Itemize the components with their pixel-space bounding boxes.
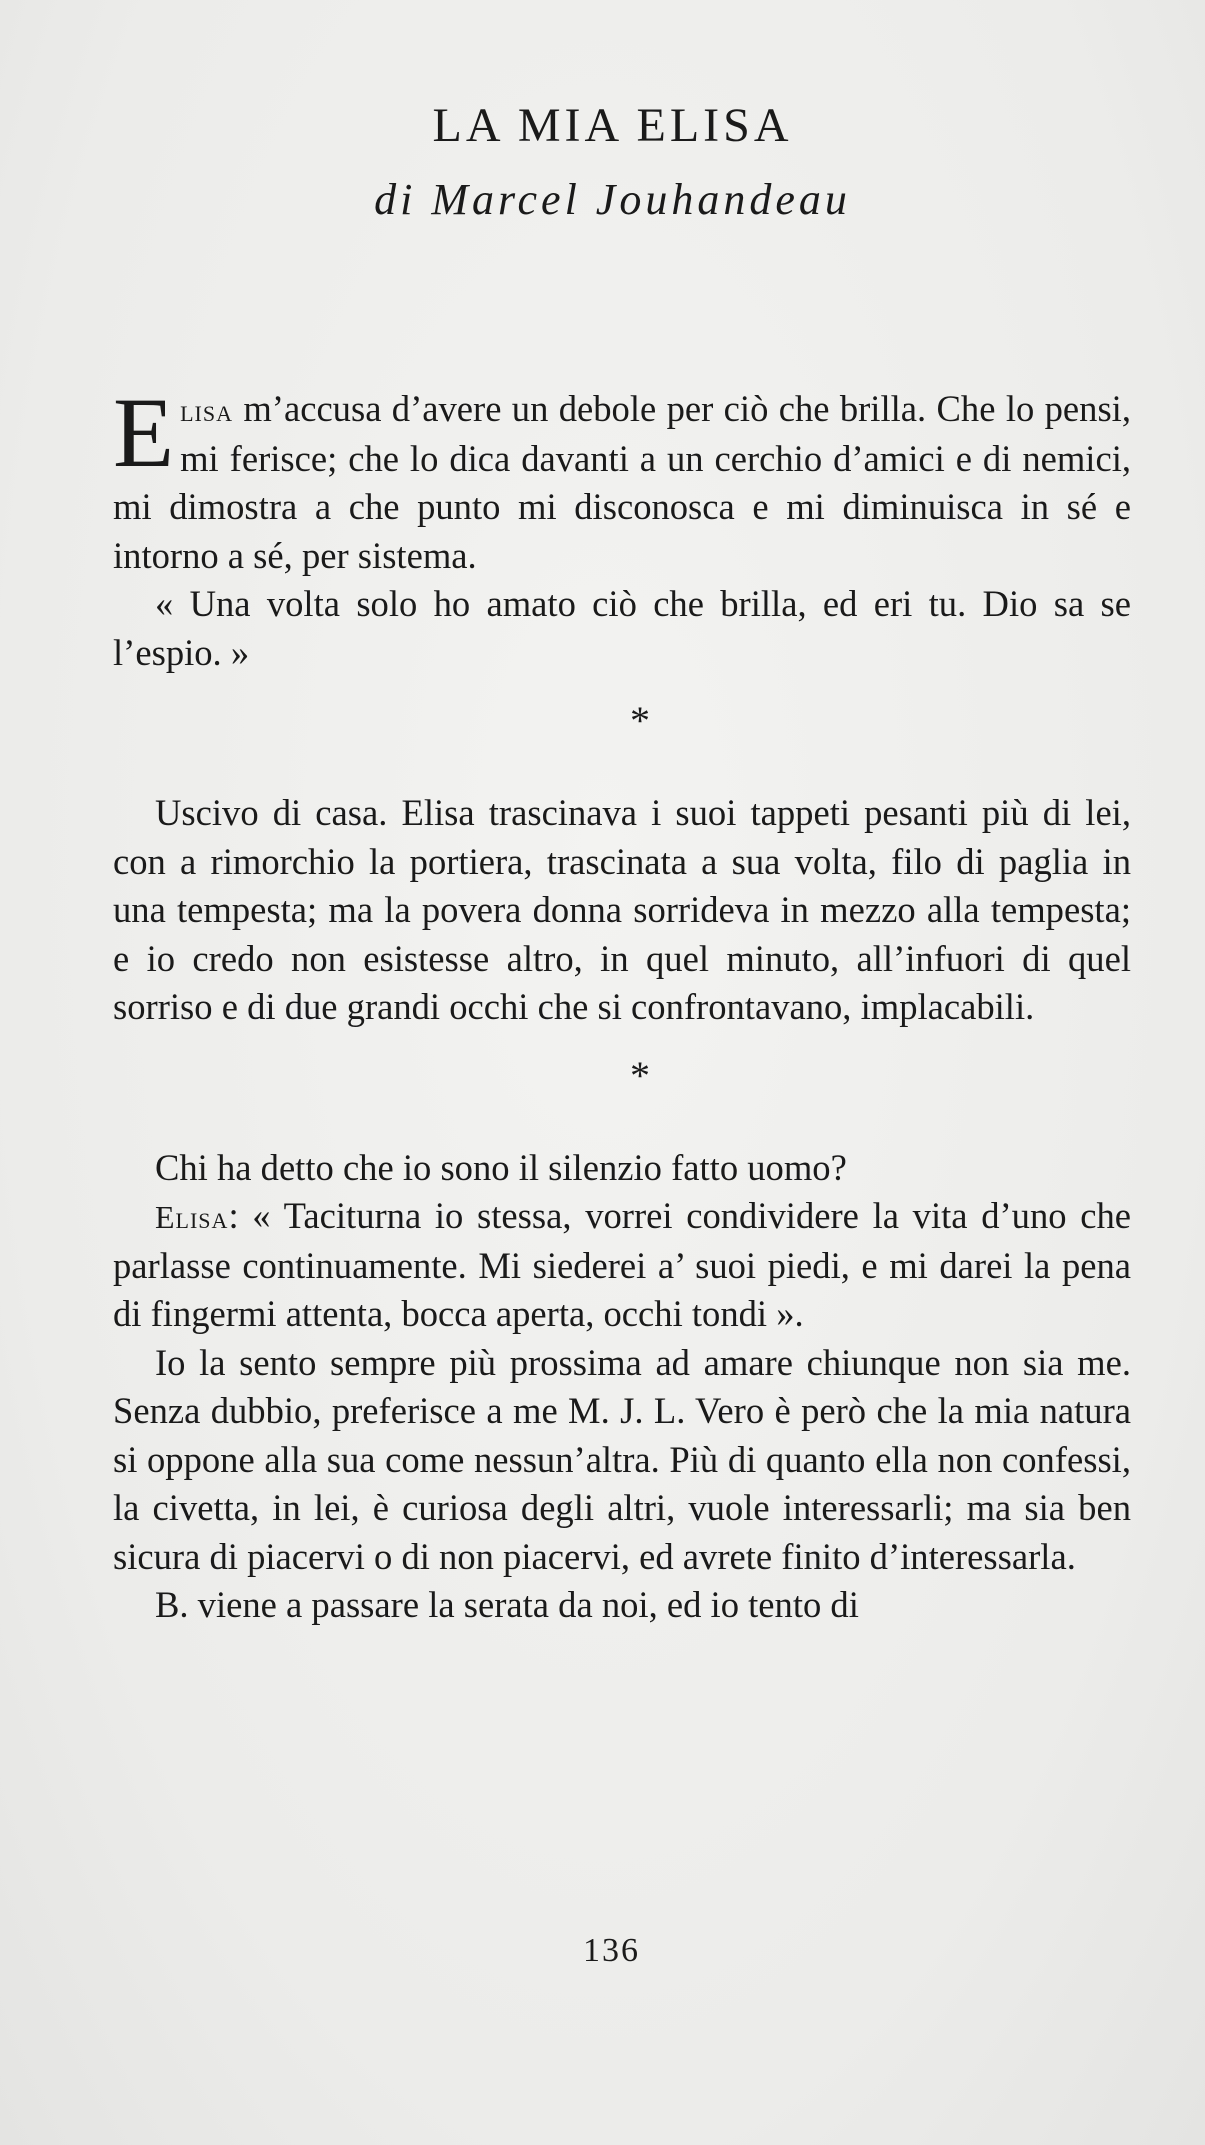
chapter-author: di Marcel Jouhandeau: [374, 175, 851, 224]
drop-cap: E: [113, 377, 175, 488]
paragraph-3: Uscivo di casa. Elisa trascinava i suoi tappeti pesanti più di lei, con a rimorchio la portiera, trascinata a sua volta, filo di paglia in una tempesta; ma la povera donna sorrideva in mezzo alla tempesta; e io credo non esistesse altro, in quel minuto, all’infuori di quel sorriso e di due grandi occhi che si confrontavano, implacabili.: [113, 792, 1131, 1027]
paragraph-1-smallcaps: lisa: [180, 392, 233, 428]
chapter-header: [0, 98, 1205, 226]
section-separator-1: *: [630, 698, 650, 743]
paragraph-5-speaker: Elisa: [155, 1199, 229, 1235]
page-number: 136: [583, 1932, 640, 1969]
section-separator-2: *: [630, 1052, 650, 1098]
chapter-title: LA MIA ELISA: [432, 99, 793, 152]
paragraph-6: Io la sento sempre più prossima ad amare chiunque non sia me. Senza dubbio, preferisce a me M. J. L. Vero è però che la mia natura si oppone alla sua come nessun’altra. Più di quanto ella non confessi, la civetta, in lei, è curiosa degli altri, vuole interessarli; ma sia ben sicura di piacervi o di non piacervi, ed avrete finito d’interessarla.: [113, 1341, 1131, 1577]
paragraph-1: [113, 377, 1131, 580]
paragraph-1-text: m’accusa d’avere un debole per ciò che brilla. Che lo pensi, mi ferisce; che lo dica davanti a un cerchio d’amici e di nemici, mi dimostra a che punto mi disconosca e mi diminuisca in sé e intorno a sé, per sistema.: [113, 388, 1131, 576]
paragraph-4: Chi ha detto che io sono il silenzio fatto uomo?: [155, 1146, 847, 1188]
paragraph-2: « Una volta solo ho amato ciò che brilla, ed eri tu. Dio sa se l’espio. »: [113, 583, 1131, 673]
paragraph-5-text: : « Taciturna io stessa, vorrei condividere la vita d’uno che parlasse continuamente. Mi siederei a’ suoi piedi, e mi darei la pena di fingermi attenta, bocca aperta, occhi tondi ».: [113, 1195, 1131, 1334]
paragraph-5: [113, 1192, 1131, 1339]
body-text: [113, 377, 1131, 1630]
paragraph-7: B. viene a passare la serata da noi, ed io tento di: [155, 1584, 859, 1625]
